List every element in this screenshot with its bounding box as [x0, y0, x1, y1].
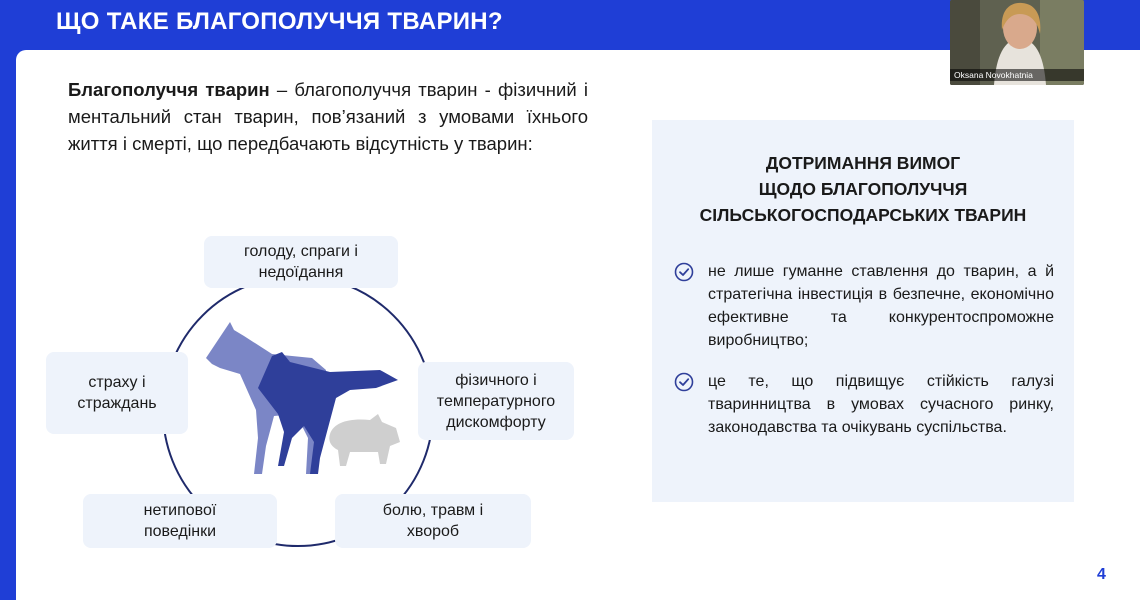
pig-icon: [329, 414, 400, 466]
welfare-item-behavior: нетипової поведінки: [83, 494, 277, 548]
requirement-text: не лише гуманне ставлення до тварин, а й стратегічна інвестиція в безпечне, економічно ефективне та конкурентоспроможне виробництво;: [708, 263, 1054, 349]
welfare-item-discomfort: фізичного і температурного дискомфорту: [418, 362, 574, 440]
welfare-item-fear: страху і страждань: [46, 352, 188, 434]
requirement-item: [674, 370, 1054, 439]
definition-paragraph: [68, 76, 588, 157]
requirements-panel: [652, 120, 1074, 502]
welfare-item-hunger: голоду, спраги і недоїдання: [204, 236, 398, 288]
definition-term: Благополуччя тварин: [68, 79, 270, 100]
requirement-item: [674, 260, 1054, 352]
participant-video[interactable]: [950, 0, 1084, 85]
slide-title: ЩО ТАКЕ БЛАГОПОЛУЧЧЯ ТВАРИН?: [56, 8, 503, 35]
participant-name: Oksana Novokhatnia: [950, 69, 1084, 81]
page-number: 4: [1097, 566, 1106, 583]
animals-illustration: [200, 318, 400, 478]
check-circle-icon: [674, 372, 694, 392]
welfare-item-pain: болю, травм і хвороб: [335, 494, 531, 548]
requirement-text: це те, що підвищує стійкість галузі тваринництва в умовах сучасного ринку, законодавства та очікувань суспільства.: [708, 373, 1054, 436]
horse-dark-icon: [258, 352, 398, 474]
definition-text: – благополуччя тварин - фізичний і ментальний стан тварин, пов’язаний з умовами їхнього життя і смерті, що передбачають відсутність у тварин:: [68, 79, 588, 154]
requirements-title: ДОТРИМАННЯ ВИМОГ ЩОДО БЛАГОПОЛУЧЧЯ СІЛЬСЬКОГОСПОДАРСЬКИХ ТВАРИН: [699, 153, 1027, 225]
check-circle-icon: [674, 262, 694, 282]
